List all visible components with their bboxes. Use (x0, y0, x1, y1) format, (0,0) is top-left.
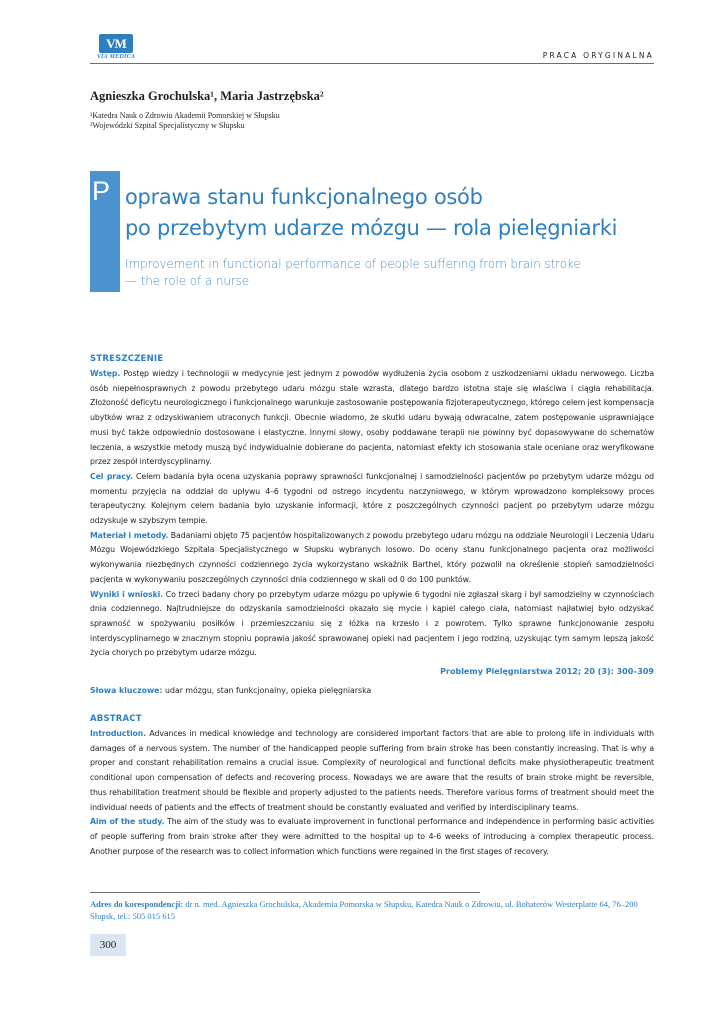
article-title (125, 182, 617, 244)
english-title-line-1: Improvement in functional performance of people suffering from brain stroke (125, 257, 581, 271)
affiliation-2: ²Wojewódzki Szpital Specjalistyczny w Słupsku (90, 121, 245, 130)
wyniki-label: Wyniki i wnioski. (90, 589, 164, 599)
abstract-body (90, 727, 654, 859)
logo-mark: VM (99, 34, 133, 53)
keywords-label: Słowa kluczowe: (90, 686, 163, 695)
wstep-paragraph (90, 367, 654, 470)
cel-paragraph (90, 470, 654, 529)
wyniki-text: Co trzeci badany chory po przebytym udarze mózgu po upływie 6 tygodni nie zgłaszał skarg i był samodzielny w czynnościach dnia codziennego. Najtrudniejsze do odzyskania samodzielności okazało się mycie i kąpiel całego ciała, natomiast najłatwiej było odzyskać sprawność w spożywaniu posiłków i przemieszczaniu się z łóżka na krzesło i z powrotem. Tylko sprawne funkcjonowanie zespołu interdyscyplinarnego w znacznym stopniu poprawia jakość sprawowanej opieki nad pacjentem i jego rodziną, uzyskując tym samym lepszą jakość życia chorych po przebytym udarze mózgu. (90, 589, 654, 658)
cel-label: Cel pracy. (90, 471, 133, 481)
title-initial: P (92, 176, 111, 206)
journal-citation: Problemy Pielęgniarstwa 2012; 20 (3): 300–309 (440, 667, 654, 676)
correspondence-label: Adres do korespondencji: (90, 899, 184, 909)
streszczenie-body (90, 367, 654, 661)
introduction-paragraph (90, 727, 654, 815)
affiliation-1: ¹Katedra Nauk o Zdrowiu Akademii Pomorskiej w Słupsku (90, 111, 280, 120)
aim-label: Aim of the study. (90, 817, 165, 827)
title-line-2: po przebytym udarze mózgu — rola pielęgniarki (125, 216, 618, 240)
title-line-1: oprawa stanu funkcjonalnego osób (125, 185, 483, 209)
introduction-text: Advances in medical knowledge and technology are considered important factors that are able to prolong life in individuals with damages of a nervous system. The number of the handicapped people suffering from brain stroke has been constantly increasing. That is why a proper and constant rehabilitation remains a crucial issue. Complexity of neurological and functional deficits make physiotherapeutic treatment conditional upon compensation of defects and recovering process. Nowadays we are aware that the results of brain stroke might be reversible, thus rehabilitation treatment should be flexible and properly adjusted to the patients needs. Therefore various forms of treatment should meet the individual needs of patients and the effects of treatment should be constantly evaluated and verified by interdisciplinary teams. (90, 729, 654, 812)
authors: Agnieszka Grochulska¹, Maria Jastrzębska² (90, 89, 324, 103)
wstep-label: Wstęp. (90, 369, 121, 378)
streszczenie-heading: STRESZCZENIE (90, 354, 164, 364)
aim-paragraph (90, 815, 654, 859)
aim-text: The aim of the study was to evaluate improvement in functional performance and independence in performing basic activities of people suffering from brain stroke after they were admitted to the hospital up to 4-6 weeks of introducing a complex therapeutic process. Another purpose of the research was to collect information which functions were regained in the first stages of recovery. (90, 817, 654, 856)
cel-text: Celem badania była ocena uzyskania poprawy sprawności funkcjonalnej i samodzielności pacjentów po przebytym udarze mózgu od momentu przyjęcia na oddział do upływu 4–6 tygodni od ostrego incydentu naczyniowego, w którym wprowadzono kompleksowy proces terapeutyczny. Kolejnym celem badania było uzyskanie informacji, które z poszczególnych czynności pacjent po przebytym udarze mózgu odzyskuje w szybszym tempie. (90, 471, 654, 526)
page-number: 300 (90, 934, 126, 956)
correspondence-footnote (90, 898, 654, 922)
header-rule (90, 63, 654, 64)
logo-text: VIA MEDICA (96, 54, 136, 60)
correspondence-text: dr n. med. Agnieszka Grochulska, Akademia Pomorska w Słupsku, Katedra Nauk o Zdrowiu, ul. Bohaterów Westerplatte 64, 76–200 Słupsk, tel.: 505 015 615 (90, 899, 638, 921)
english-title-line-2: — the role of a nurse (125, 274, 250, 288)
footnote-rule (90, 892, 480, 893)
wstep-text: Postęp wiedzy i technologii w medycynie jest jednym z powodów wydłużenia życia osobom z uszkodzeniami układu nerwowego. Liczba osób niepełnosprawnych z powodu przebytego udaru mózgu stale wzrasta, dlatego bardzo istotna staje się właściwa i ciągła rehabilitacja. Złożoność deficytu neurologicznego i funkcjonalnego warunkuje zastosowanie postępowania fizjoterapeutycznego, którego celem jest kompensacja ubytków wraz z odzyskiwaniem utraconych funkcji. Obecnie wiadomo, że skutki udaru bywają odwracalne, zatem postępowanie usprawniające musi być także odpowiednio dostosowane i elastyczne. Innymi słowy, osoby poddawane terapii nie powinny być dopasowywane do schematów leczenia, a wszystkie metody muszą być indywidualnie dobierane do pacjenta, natomiast efekty ich stosowania stale oceniane oraz weryfikowane przez zespół interdyscyplinarny. (90, 369, 654, 467)
abstract-heading: ABSTRACT (90, 714, 142, 724)
publisher-logo (90, 34, 142, 60)
keywords-text: udar mózgu, stan funkcjonalny, opieka pielęgniarska (162, 686, 372, 695)
wyniki-paragraph (90, 588, 654, 662)
material-paragraph (90, 529, 654, 588)
english-title (125, 256, 581, 290)
keywords (90, 686, 371, 695)
material-text: Badaniami objęto 75 pacjentów hospitalizowanych z powodu przebytego udaru mózgu na oddziale Neurologii i Leczenia Udaru Mózgu Wojewódzkiego Szpitala Specjalistycznego w Słupsku wybranych losowo. Do oceny stanu funkcjonalnego pacjenta oraz możliwości wykonywania niezbędnych czynności codziennego życia wykorzystano wskaźnik Barthel, który pozwolił na określenie stopień samodzielności pacjenta w wykonywaniu poszczególnych czynności dnia codziennego w skali od 0 do 100 punktów. (90, 530, 654, 584)
material-label: Materiał i metody. (90, 530, 169, 540)
introduction-label: Introduction. (90, 729, 147, 738)
article-type-label: PRACA ORYGINALNA (542, 51, 654, 60)
